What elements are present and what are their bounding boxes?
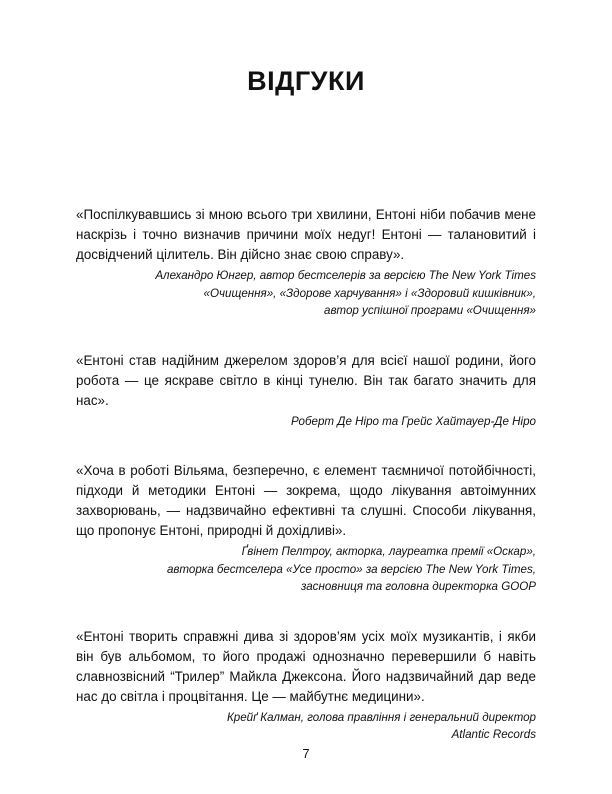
review-author (76, 709, 536, 744)
review-item (76, 205, 536, 320)
review-author-line: автор успішної програми «Очищення» (324, 304, 536, 317)
review-author-line: Крейґ Калман, голова правління і генеральний директор (226, 710, 536, 724)
page-title: ВІДГУКИ (247, 66, 365, 96)
review-item (76, 461, 536, 596)
review-author-line: Ґвінет Пелтроу, акторка, лауреатка премії «Оскар», (241, 545, 536, 558)
review-quote: «Ентоні творить справжні дива зі здоров’ям усіх моїх музикантів, і якби він був альбомом, то його продажі однозначно перевершили б навіть славнозвісний “Трилер” Майкла Джексона. Його надзвичайний дар веде нас до світла і процвітання. Це — майбутнє медицини». (76, 628, 536, 704)
review-author-line: Роберт Де Ніро та Грейс Хайтауер-Де Ніро (290, 414, 536, 428)
reviews-list (76, 205, 536, 775)
review-author-line: авторка бестселера «Усе просто» за версією The New York Times, (166, 562, 536, 576)
page-number: 7 (302, 746, 310, 761)
review-author-line: «Очищення», «Здорове харчування» і «Здоровий кишківник», (203, 286, 536, 300)
review-item (76, 351, 536, 431)
review-author-line: Atlantic Records (451, 728, 536, 741)
review-quote: «Ентоні став надійним джерелом здоров’я для всієї нашої родини, його робота — це яскраве світло в кінці тунелю. Він так багато значить для нас». (76, 352, 536, 408)
review-author (76, 543, 536, 596)
review-author-line: Алехандро Юнгер, автор бестселерів за версією The New York Times (155, 269, 536, 282)
review-author (76, 413, 536, 431)
review-author (76, 267, 536, 320)
review-quote: «Поспілкувавшись зі мною всього три хвилини, Ентоні ніби побачив мене наскрізь і точно визначив причини моїх недуг! Ентоні — талановитий і досвідчений цілитель. Він дійсно знає свою справу». (76, 207, 536, 262)
review-author-line: засновниця та головна директорка GOOP (300, 580, 536, 593)
review-item (76, 627, 536, 744)
review-quote: «Хоча в роботі Вільяма, безперечно, є елемент таємничої потойбічності, підходи й методики Ентоні — зокрема, щодо лікування автоімунних захворювань, — надзвичайно ефективні та слушні. Способи лікування, що пропонує Ентоні, природні й дохідливі». (76, 463, 536, 538)
